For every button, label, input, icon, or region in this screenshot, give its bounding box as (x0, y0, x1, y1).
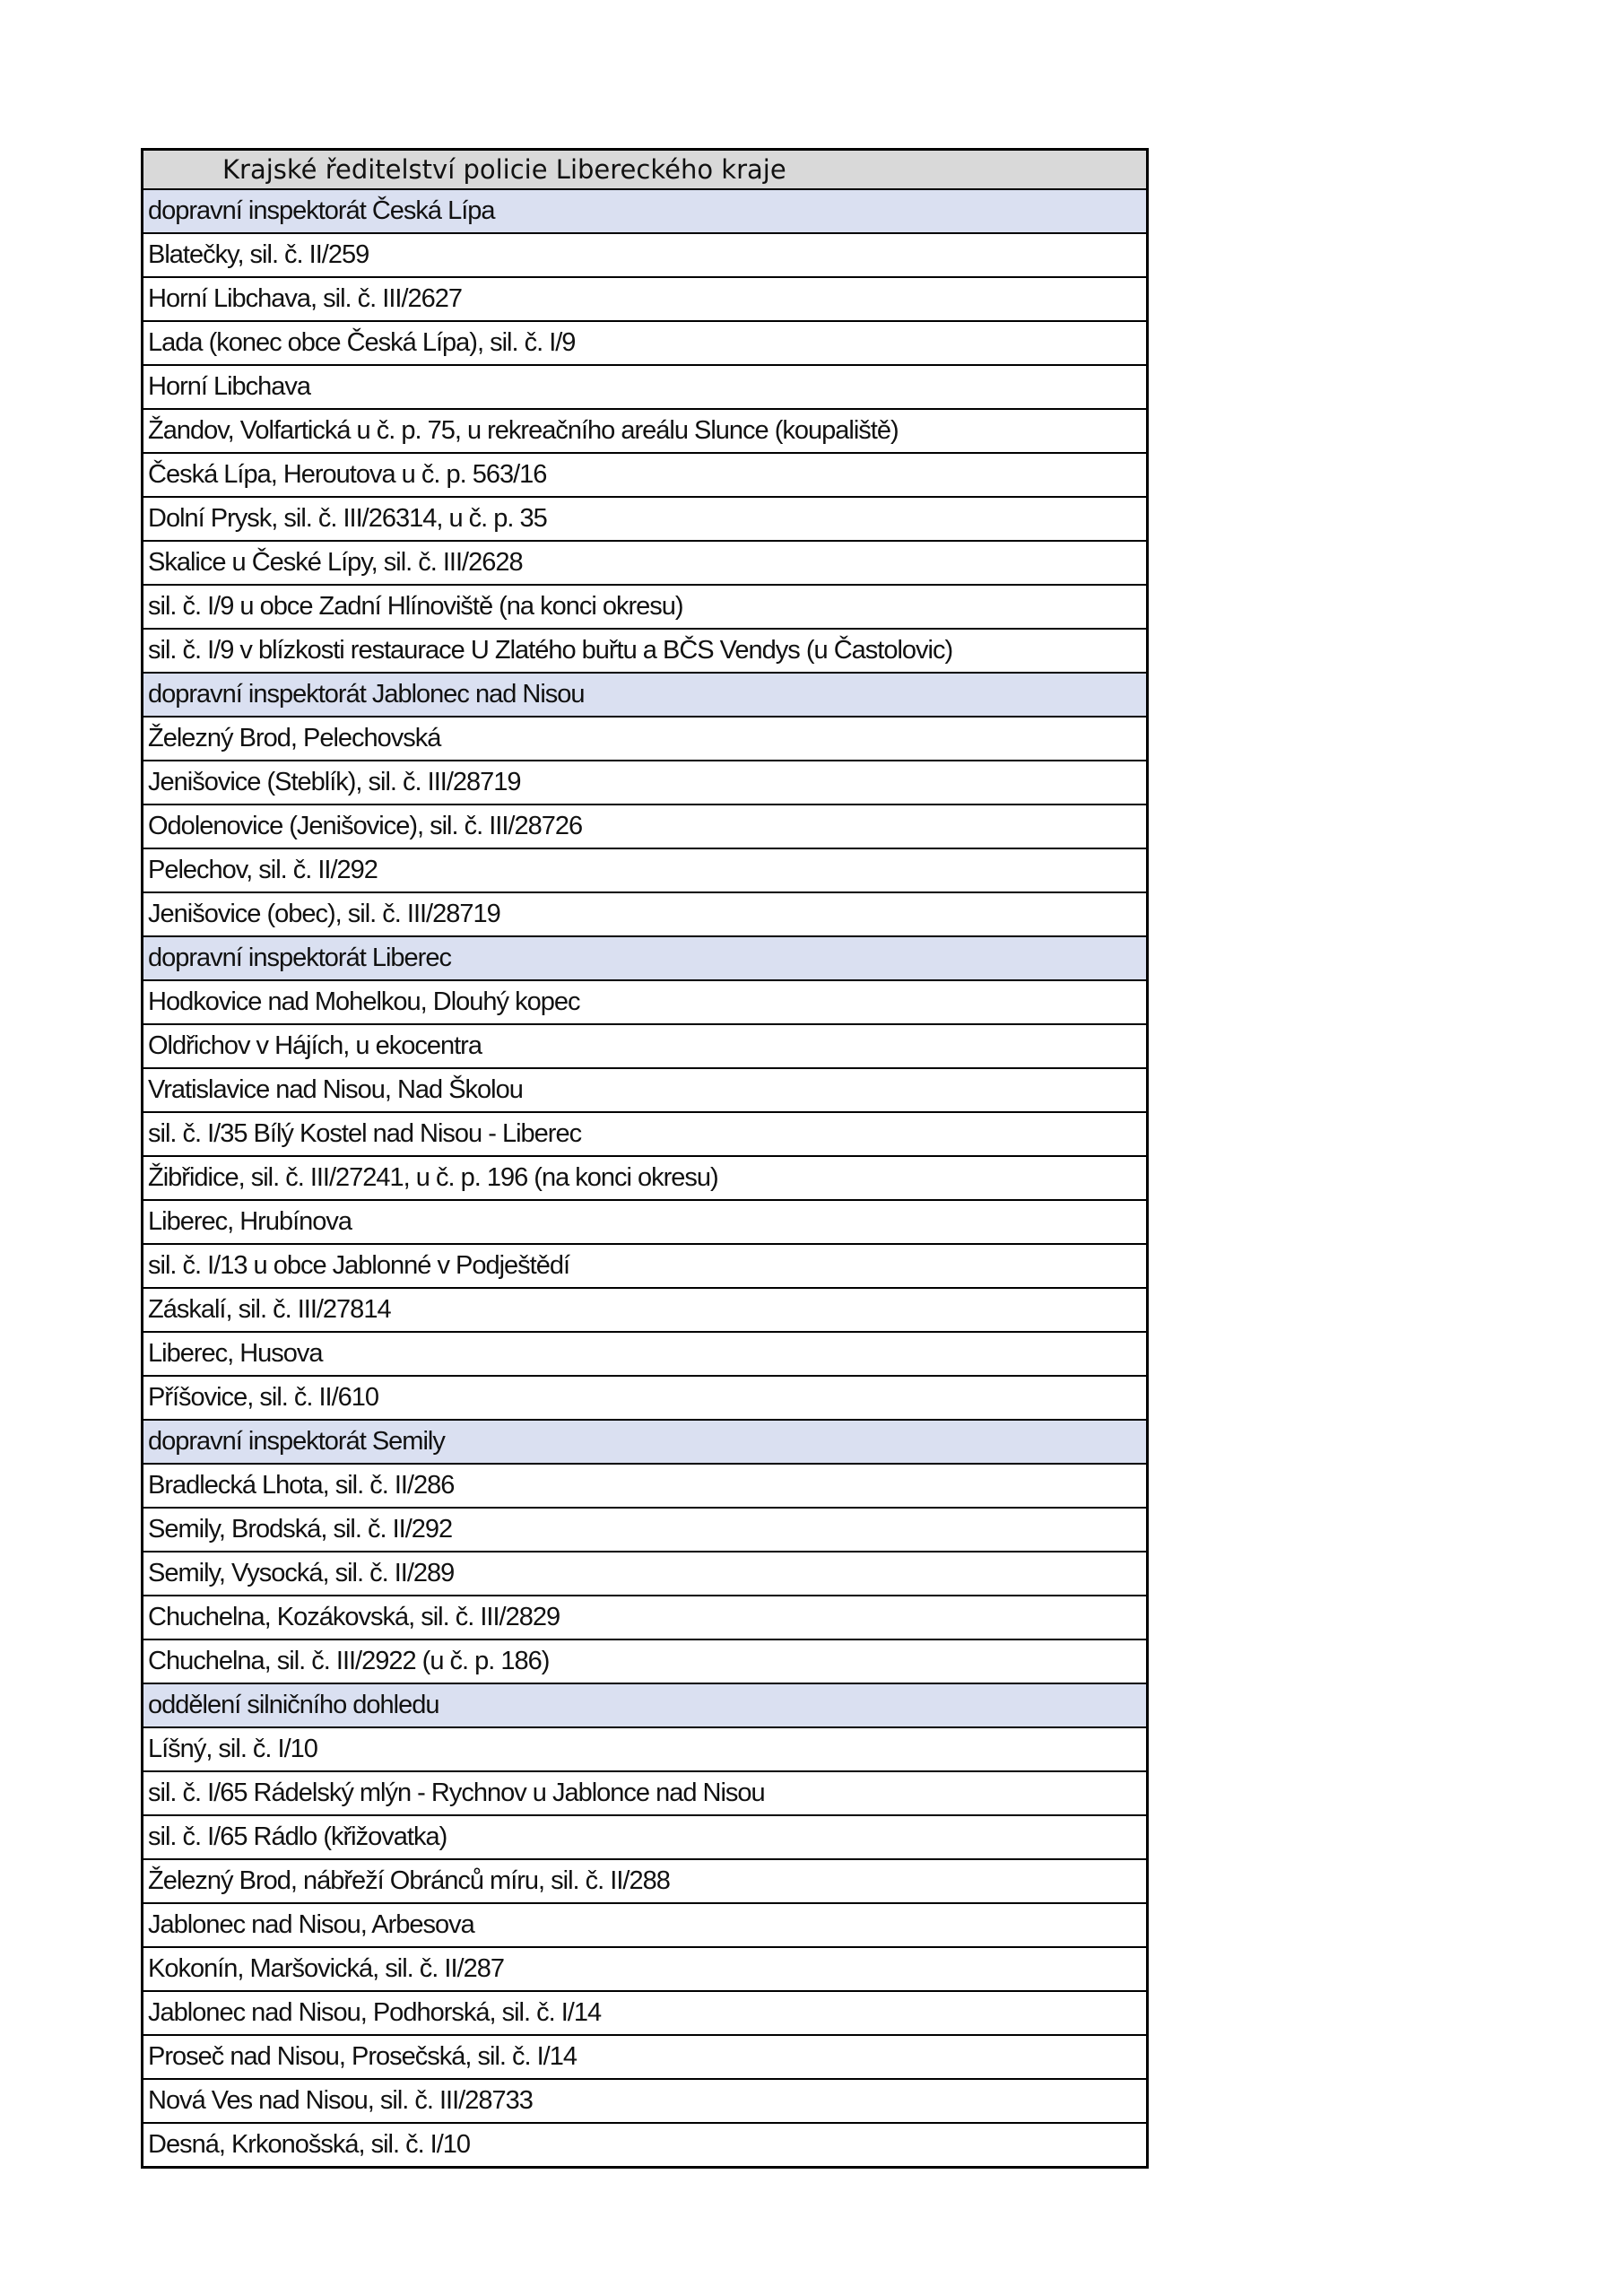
table-row: Vratislavice nad Nisou, Nad Školou (143, 1069, 1146, 1113)
table-row: Chuchelna, Kozákovská, sil. č. III/2829 (143, 1596, 1146, 1640)
table-row: Bradlecká Lhota, sil. č. II/286 (143, 1465, 1146, 1509)
table-row: Semily, Brodská, sil. č. II/292 (143, 1509, 1146, 1552)
table-row: Proseč nad Nisou, Prosečská, sil. č. I/14 (143, 2036, 1146, 2080)
table-row: Desná, Krkonošská, sil. č. I/10 (148, 2130, 471, 2159)
table-row: Skalice u České Lípy, sil. č. III/2628 (143, 542, 1146, 586)
table-row: Kokonín, Maršovická, sil. č. II/287 (143, 1948, 1146, 1992)
table-row: Jenišovice (Steblík), sil. č. III/28719 (143, 761, 1146, 805)
table-row: Železný Brod, nábřeží Obránců míru, sil. č. II/288 (143, 1860, 1146, 1904)
table-row: Horní Libchava, sil. č. III/2627 (143, 278, 1146, 322)
section-header-row: dopravní inspektorát Česká Lípa (143, 190, 1146, 234)
table-row: Blatečky, sil. č. II/259 (143, 234, 1146, 278)
table-row: Jablonec nad Nisou, Podhorská, sil. č. I/14 (143, 1992, 1146, 2036)
table-row: sil. č. I/9 u obce Zadní Hlínoviště (na konci okresu) (143, 586, 1146, 630)
table-row: Záskalí, sil. č. III/27814 (143, 1289, 1146, 1333)
table-row: Odolenovice (Jenišovice), sil. č. III/28726 (143, 805, 1146, 849)
table-row: Nová Ves nad Nisou, sil. č. III/28733 (143, 2080, 1146, 2124)
table-row: Horní Libchava (143, 366, 1146, 410)
table-row: Příšovice, sil. č. II/610 (143, 1377, 1146, 1421)
table-row: Chuchelna, sil. č. III/2922 (u č. p. 186) (143, 1640, 1146, 1684)
table-row: Jablonec nad Nisou, Arbesova (143, 1904, 1146, 1948)
table-row: sil. č. I/9 v blízkosti restaurace U Zlatého buřtu a BČS Vendys (u Častolovic) (143, 630, 1146, 674)
table-row: sil. č. I/65 Rádelský mlýn - Rychnov u Jablonce nad Nisou (143, 1772, 1146, 1816)
table-row: Liberec, Hrubínova (143, 1201, 1146, 1245)
table-title: Krajské ředitelství policie Libereckého kraje (143, 148, 1146, 190)
section-header-row: dopravní inspektorát Liberec (143, 937, 1146, 981)
table-row: Žibřidice, sil. č. III/27241, u č. p. 196 (na konci okresu) (143, 1157, 1146, 1201)
table-row: sil. č. I/13 u obce Jablonné v Podještědí (143, 1245, 1146, 1289)
table-row: Liberec, Husova (143, 1333, 1146, 1377)
table-row: Líšný, sil. č. I/10 (143, 1728, 1146, 1772)
table-row: Jenišovice (obec), sil. č. III/28719 (143, 893, 1146, 937)
table-row: sil. č. I/65 Rádlo (křižovatka) (143, 1816, 1146, 1860)
section-header-row: oddělení silničního dohledu (143, 1684, 1146, 1728)
table-body (143, 190, 1146, 2166)
table-row: Hodkovice nad Mohelkou, Dlouhý kopec (143, 981, 1146, 1025)
table-row: Oldřichov v Hájích, u ekocentra (143, 1025, 1146, 1069)
section-header-row: dopravní inspektorát Jablonec nad Nisou (143, 674, 1146, 718)
table-row: Dolní Prysk, sil. č. III/26314, u č. p. 35 (143, 498, 1146, 542)
table-row: sil. č. I/35 Bílý Kostel nad Nisou - Liberec (143, 1113, 1146, 1157)
table-row: Žandov, Volfartická u č. p. 75, u rekreačního areálu Slunce (koupaliště) (143, 410, 1146, 454)
table-row: Železný Brod, Pelechovská (143, 718, 1146, 761)
section-header-row: dopravní inspektorát Semily (143, 1421, 1146, 1465)
table-row: Pelechov, sil. č. II/292 (143, 849, 1146, 893)
table-row: Česká Lípa, Heroutova u č. p. 563/16 (143, 454, 1146, 498)
locations-table (141, 148, 1149, 2169)
table-row: Lada (konec obce Česká Lípa), sil. č. I/9 (143, 322, 1146, 366)
table-row: Semily, Vysocká, sil. č. II/289 (143, 1552, 1146, 1596)
